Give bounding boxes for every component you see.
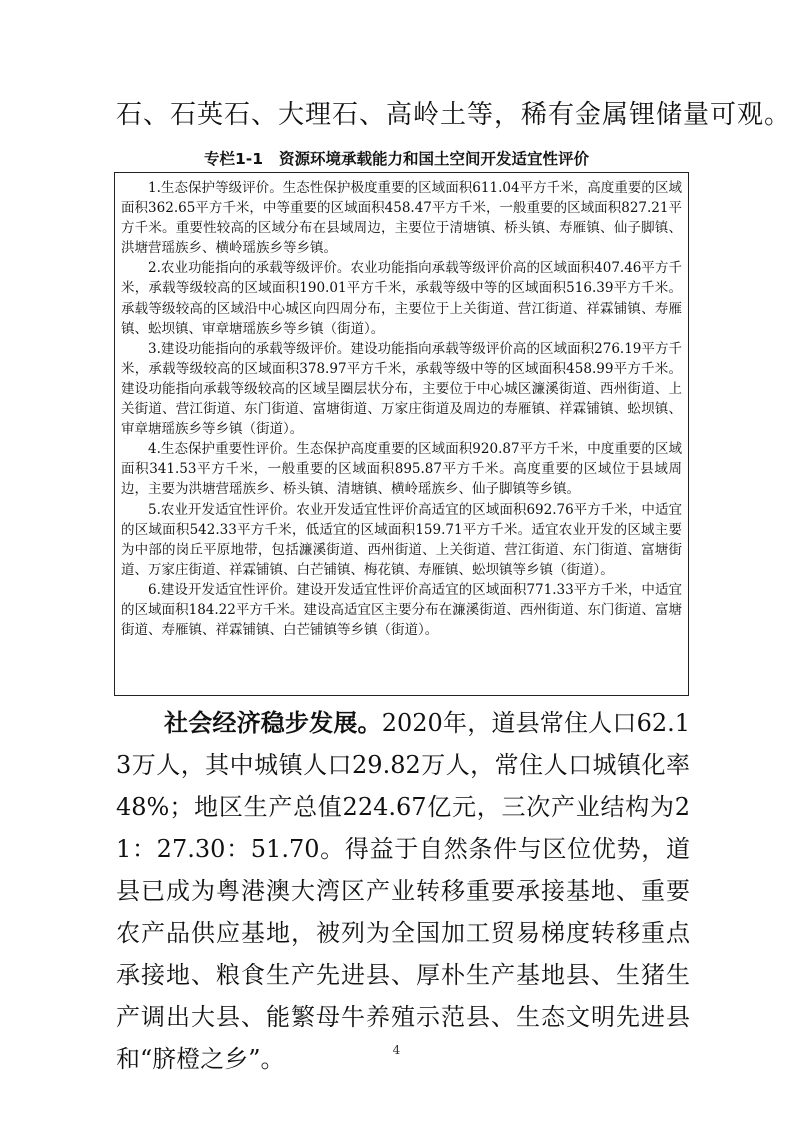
box-item-2: 2.农业功能指向的承载等级评价。农业功能指向承载等级评价高的区域面积407.46平方千米，承载等级较高的区域面积190.01平方千米，承载等级中等的区域面积516.39平方千米。承载等级较高的区域沿中心城区向四周分布，主要位于上关街道、营江街道、祥霖铺镇、寿雁镇、蚣坝镇、审章塘瑶族乡等乡镇（街道）。 xyxy=(121,260,682,337)
sidebar-box xyxy=(114,172,689,696)
box-item-1: 1.生态保护等级评价。生态性保护极度重要的区域面积611.04平方千米，高度重要的区域面积362.65平方千米，中等重要的区域面积458.47平方千米，一般重要的区域面积827.21平方千米。重要性较高的区域分布在县域周边，主要位于清塘镇、桥头镇、寿雁镇、仙子脚镇、洪塘营瑶族乡、横岭瑶族乡等乡镇。 xyxy=(121,180,682,257)
body-paragraph xyxy=(116,702,690,1080)
page-number: 4 xyxy=(392,1043,401,1057)
box-item-4: 4.生态保护重要性评价。生态保护高度重要的区域面积920.87平方千米，中度重要的区域面积341.53平方千米，一般重要的区域面积895.87平方千米。高度重要的区域位于县域周边，主要为洪塘营瑶族乡、桥头镇、清塘镇、横岭瑶族乡、仙子脚镇等乡镇。 xyxy=(121,441,682,498)
box-item-6: 6.建设开发适宜性评价。建设开发适宜性评价高适宜的区域面积771.33平方千米，中适宜的区域面积184.22平方千米。建设高适宜区主要分布在濂溪街道、西州街道、东门街道、富塘街道、寿雁镇、祥霖铺镇、白芒铺镇等乡镇（街道）。 xyxy=(121,581,682,639)
box-item-5: 5.农业开发适宜性评价。农业开发适宜性评价高适宜的区域面积692.76平方千米，中适宜的区域面积542.33平方千米，低适宜的区域面积159.71平方千米。适宜农业开发的区域主要为中部的岗丘平原地带，包括濂溪街道、西州街道、上关街道、营江街道、东门街道、富塘街道、万家庄街道、祥霖铺镇、白芒铺镇、梅花镇、寿雁镇、蚣坝镇等乡镇（街道）。 xyxy=(121,501,682,578)
box-title-text: 资源环境承载能力和国土空间开发适宜性评价 xyxy=(279,150,590,168)
sidebar-box-title xyxy=(0,147,793,171)
continued-paragraph-line: 石、石英石、大理石、高岭土等，稀有金属锂储量可观。 xyxy=(116,100,792,130)
paragraph-text: 2020年，道县常住人口62.13万人，其中城镇人口29.82万人，常住人口城镇化率48%；地区生产总值224.67亿元，三次产业结构为21：27.30：51.70。得益于自然条件与区位优势，道县已成为粤港澳大湾区产业转移重要承接基地、重要农产品供应基地，被列为全国加工贸易梯度转移重点承接地、粮食生产先进县、厚朴生产基地县、生猪生产调出大县、能繁母牛养殖示范县、生态文明先进县和“脐橙之乡”。 xyxy=(116,709,691,1073)
box-item-3: 3.建设功能指向的承载等级评价。建设功能指向承载等级评价高的区域面积276.19平方千米，承载等级较高的区域面积378.97平方千米，承载等级中等的区域面积458.99平方千米。建设功能指向承载等级较高的区域呈圈层状分布，主要位于中心城区濂溪街道、西州街道、上关街道、营江街道、东门街道、富塘街道、万家庄街道及周边的寿雁镇、祥霖铺镇、蚣坝镇、审章塘瑶族乡等乡镇（街道）。 xyxy=(121,340,682,438)
paragraph-lead: 社会经济稳步发展。 xyxy=(164,708,382,737)
box-label: 专栏1-1 xyxy=(203,150,263,168)
